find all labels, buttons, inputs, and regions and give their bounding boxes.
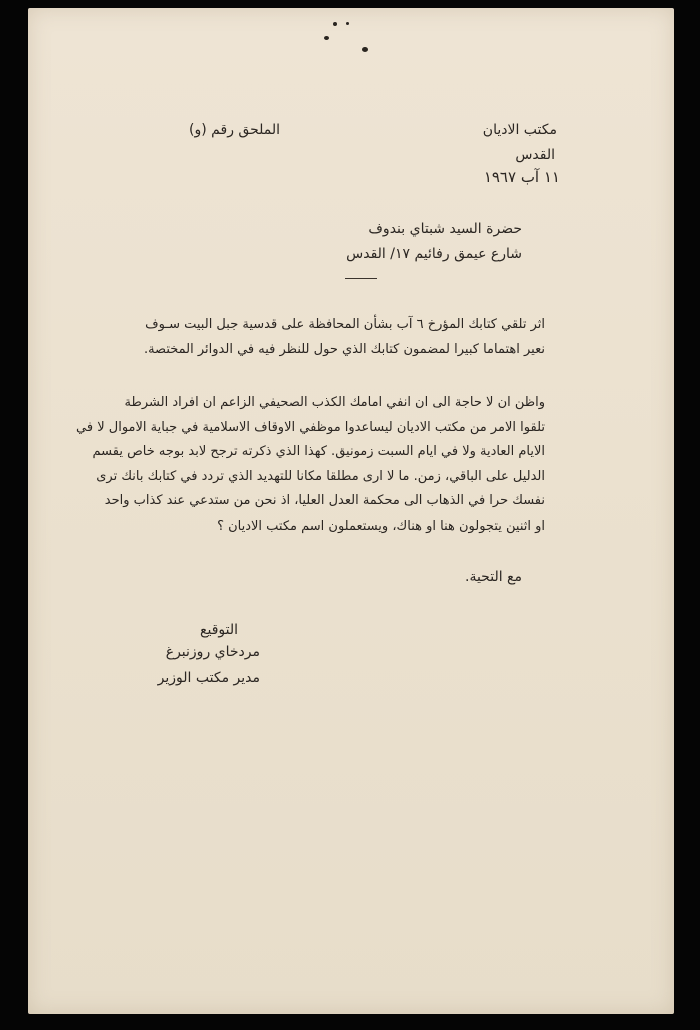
- punch-hole: [362, 47, 368, 52]
- signatory-name: مردخاي روزنبرغ: [165, 644, 260, 660]
- paragraph-line: نفسك حرا في الذهاب الى محكمة العدل العليا، اذ نحن من ستدعي عند كذاب واحد: [104, 493, 545, 508]
- paragraph-line: الدليل على الباقي، زمن. ما لا ارى مطلقا مكانا للتهديد الذي تردد في كتابك بانك ترى: [96, 469, 545, 484]
- punch-hole: [333, 22, 337, 26]
- paragraph-line: واظن ان لا حاجة الى ان انفي امامك الكذب الصحيفي الزاعم ان افراد الشرطة: [124, 395, 545, 410]
- recipient-address: شارع عيمق رفائيم ١٧/ القدس: [346, 246, 522, 262]
- city: القدس: [515, 147, 555, 163]
- paragraph-line: او اثنين يتجولون هنا او هناك، ويستعملون اسم مكتب الاديان ؟: [217, 519, 545, 534]
- paragraph-line: اثر تلقي كتابك المؤرخ ٦ آب بشأن المحافظة على قدسية جبل البيت سـوف: [145, 317, 545, 332]
- paragraph-line: تلقوا الامر من مكتب الاديان ليساعدوا موظفي الاوقاف الاسلامية في جباية الاموال لا في: [76, 420, 545, 435]
- office-name: مكتب الاديان: [482, 122, 557, 138]
- signatory-title: مدير مكتب الوزير: [157, 670, 260, 686]
- closing-greeting: مع التحية.: [465, 569, 522, 585]
- punch-hole: [324, 36, 329, 40]
- document-date: ١١ آب ١٩٦٧: [483, 168, 560, 186]
- paragraph-line: نعير اهتماما كبيرا لمضمون كتابك الذي حول للنظر فيه في الدوائر المختصة.: [143, 342, 545, 357]
- document-page: [28, 8, 674, 1014]
- recipient-name: حضرة السيد شبتاي بندوف: [368, 221, 522, 237]
- signature-label: التوقيع: [200, 622, 238, 638]
- punch-hole: [346, 22, 349, 25]
- paragraph-line: الايام العادية ولا في ايام السبت زمونيق. كهذا الذي ذكرته ترجح لابد بوجه خاص يقسم: [92, 444, 545, 459]
- separator-mark: [345, 278, 377, 279]
- annex-label: الملحق رقم (و): [189, 122, 280, 138]
